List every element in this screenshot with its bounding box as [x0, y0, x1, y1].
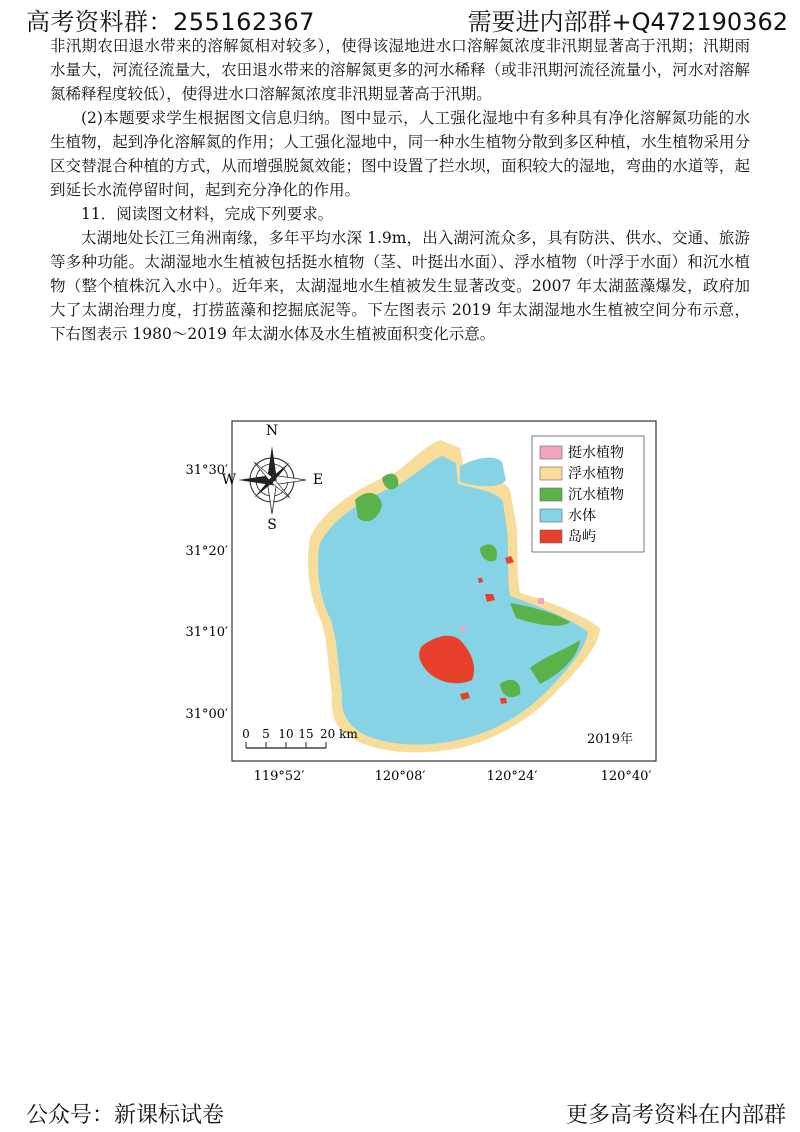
map-year: 2019年	[586, 732, 634, 747]
legend-label: 水体	[568, 508, 596, 524]
lat-label-2: 31°20′	[185, 544, 228, 559]
lon-label-4: 120°40′	[600, 769, 652, 784]
compass-w: W	[221, 472, 237, 488]
footer-right: 更多高考资料在内部群	[565, 1103, 786, 1128]
scale-tick-20: 20 km	[320, 727, 358, 741]
legend-label: 浮水植物	[568, 466, 624, 482]
taihu-vegetation-map	[160, 418, 660, 788]
paragraph-continuation: 非汛期农田退水带来的溶解氮相对较多），使得该湿地进水口溶解氮浓度非汛期显著高于汛期；汛期雨水量大，河流径流量大，农田退水带来的溶解氮更多的河水稀释（或非汛期河流径流量小，河水对溶解氮稀释程度较低），使得进水口溶解氮浓度非汛期显著高于汛期。	[50, 37, 750, 103]
scale-tick-0: 0	[242, 727, 250, 741]
footer-left: 公众号：新课标试卷	[26, 1103, 225, 1128]
lon-label-2: 120°08′	[374, 769, 426, 784]
legend-label: 岛屿	[568, 529, 596, 545]
emergent-patch-2	[460, 626, 465, 631]
document-body	[50, 34, 750, 346]
legend-swatch	[540, 530, 562, 543]
map-legend	[532, 436, 644, 552]
legend-label: 沉水植物	[568, 487, 624, 503]
legend-swatch	[540, 446, 562, 459]
scale-tick-15: 15	[298, 727, 314, 741]
lat-label-4: 31°00′	[185, 707, 228, 722]
legend-swatch	[540, 509, 562, 522]
lat-label-3: 31°10′	[185, 625, 228, 640]
map-figure	[160, 418, 660, 788]
lon-label-3: 120°24′	[486, 769, 538, 784]
paragraph-answer-2: (2)本题要求学生根据图文信息归纳。图中显示，人工强化湿地中有多种具有净化溶解氮功能的水生植物，起到净化溶解氮的作用；人工强化湿地中，同一种水生植物分散到多区种植，水生植物采用分区交替混合种植的方式，从而增强脱氮效能；图中设置了拦水坝，面积较大的湿地，弯曲的水道等，起到延长水流停留时间，起到充分净化的作用。	[50, 109, 750, 199]
emergent-patch-1	[538, 598, 544, 604]
compass-s: S	[267, 517, 277, 533]
legend-swatch	[540, 488, 562, 501]
scale-tick-10: 10	[278, 727, 294, 741]
header-left: 高考资料群：255162367	[26, 8, 315, 36]
island-small-4	[500, 698, 507, 704]
question-11-heading: 11．阅读图文材料，完成下列要求。	[81, 205, 334, 223]
paragraph-taihu-material: 太湖地处长江三角洲南缘，多年平均水深 1.9m，出入湖河流众多，具有防洪、供水、交通、旅游等多种功能。太湖湿地水生植被包括挺水植物（茎、叶挺出水面）、浮水植物（叶浮于水面）和沉水植物（整个植株沉入水中）。近年来，太湖湿地水生植被发生显著改变。2007 年太湖蓝藻爆发，政府加大了太湖治理力度，打捞蓝藻和挖掘底泥等。下左图表示 2019 年太湖湿地水生植被空间分布示意，下右图表示 1980～2019 年太湖水体及水生植被面积变化示意。	[50, 229, 750, 343]
legend-swatch	[540, 467, 562, 480]
compass-e: E	[312, 472, 324, 488]
header-right: 需要进内部群+Q472190362	[467, 8, 788, 36]
lon-label-1: 119°52′	[253, 769, 305, 784]
scale-tick-5: 5	[262, 727, 270, 741]
legend-label: 挺水植物	[568, 445, 624, 461]
compass-n: N	[265, 423, 279, 439]
lat-label-1: 31°30′	[185, 463, 228, 478]
